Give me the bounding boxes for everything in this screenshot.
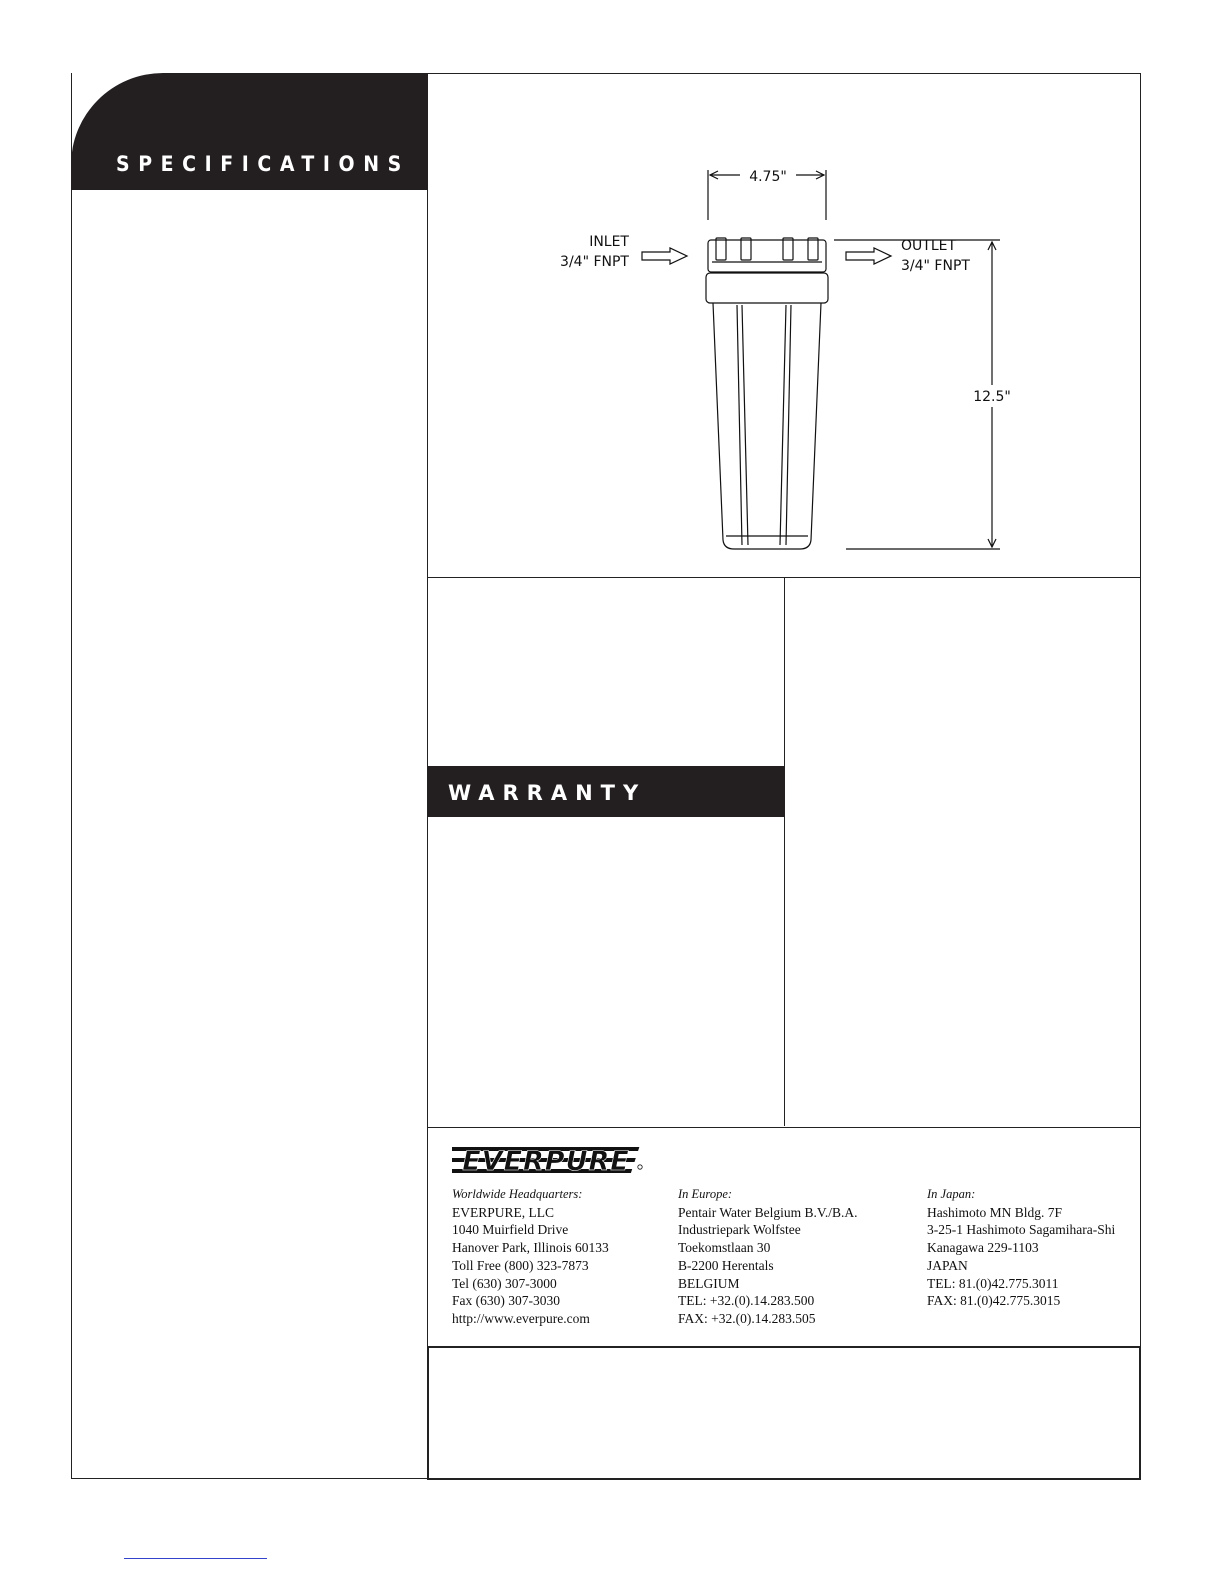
specifications-column: [71, 73, 428, 1479]
outlet-size: 3/4" FNPT: [901, 258, 970, 274]
address-line: JAPAN: [927, 1257, 968, 1273]
fax-line: Fax (630) 307-3030: [452, 1293, 560, 1309]
head-tab: [716, 238, 726, 260]
phone-line: Toll Free (800) 323-7873: [452, 1257, 589, 1273]
column-divider: [784, 577, 785, 1126]
everpure-logo: [452, 1145, 644, 1175]
housing-ring: [706, 273, 828, 303]
inlet-label: INLET: [589, 234, 629, 250]
filter-housing-diagram: [540, 160, 1020, 560]
width-label: 4.75": [749, 169, 787, 185]
europe-office: [678, 1186, 858, 1328]
address-line: Toekomstlaan 30: [678, 1240, 771, 1256]
japan-heading: In Japan:: [927, 1187, 976, 1201]
address-line: EVERPURE, LLC: [452, 1204, 555, 1220]
outlet-arrow-icon: [846, 248, 891, 264]
phone-line: TEL: +32.(0).14.283.500: [678, 1293, 815, 1309]
phone-line: TEL: 81.(0)42.775.3011: [927, 1275, 1059, 1291]
head-tab: [783, 238, 793, 260]
fax-line: FAX: +32.(0).14.283.505: [678, 1310, 816, 1326]
address-line: B-2200 Herentals: [678, 1257, 774, 1273]
address-line: Pentair Water Belgium B.V./B.A.: [678, 1204, 858, 1220]
address-line: Kanagawa 229-1103: [927, 1240, 1039, 1256]
housing-sump: [713, 303, 821, 549]
address-line: Industriepark Wolfstee: [678, 1222, 801, 1238]
specifications-title: SPECIFICATIONS: [116, 152, 410, 176]
logo-wordmark: EVERPURE: [462, 1146, 630, 1175]
footer-box: [427, 1346, 1141, 1480]
height-label: 12.5": [973, 389, 1011, 405]
address-line: BELGIUM: [678, 1275, 740, 1291]
phone-line: Tel (630) 307-3000: [452, 1275, 557, 1291]
website-link[interactable]: http://www.everpure.com: [452, 1310, 590, 1326]
head-tab: [741, 238, 751, 260]
japan-office: [927, 1186, 1115, 1310]
address-line: Hashimoto MN Bldg. 7F: [927, 1204, 1063, 1220]
address-line: Hanover Park, Illinois 60133: [452, 1240, 609, 1256]
outlet-label: OUTLET: [901, 238, 957, 254]
contact-divider: [428, 1127, 1140, 1128]
fax-line: FAX: 81.(0)42.775.3015: [927, 1293, 1061, 1309]
link-underline[interactable]: [124, 1558, 267, 1559]
head-tab: [808, 238, 818, 260]
warranty-title: WARRANTY: [448, 781, 647, 805]
worldwide-headquarters: [452, 1186, 609, 1328]
europe-heading: In Europe:: [678, 1187, 733, 1201]
worldwide-heading: Worldwide Headquarters:: [452, 1187, 583, 1201]
inlet-size: 3/4" FNPT: [560, 254, 629, 270]
address-line: 3-25-1 Hashimoto Sagamihara-Shi: [927, 1222, 1116, 1238]
inlet-arrow-icon: [642, 248, 687, 264]
address-line: 1040 Muirfield Drive: [452, 1222, 569, 1238]
